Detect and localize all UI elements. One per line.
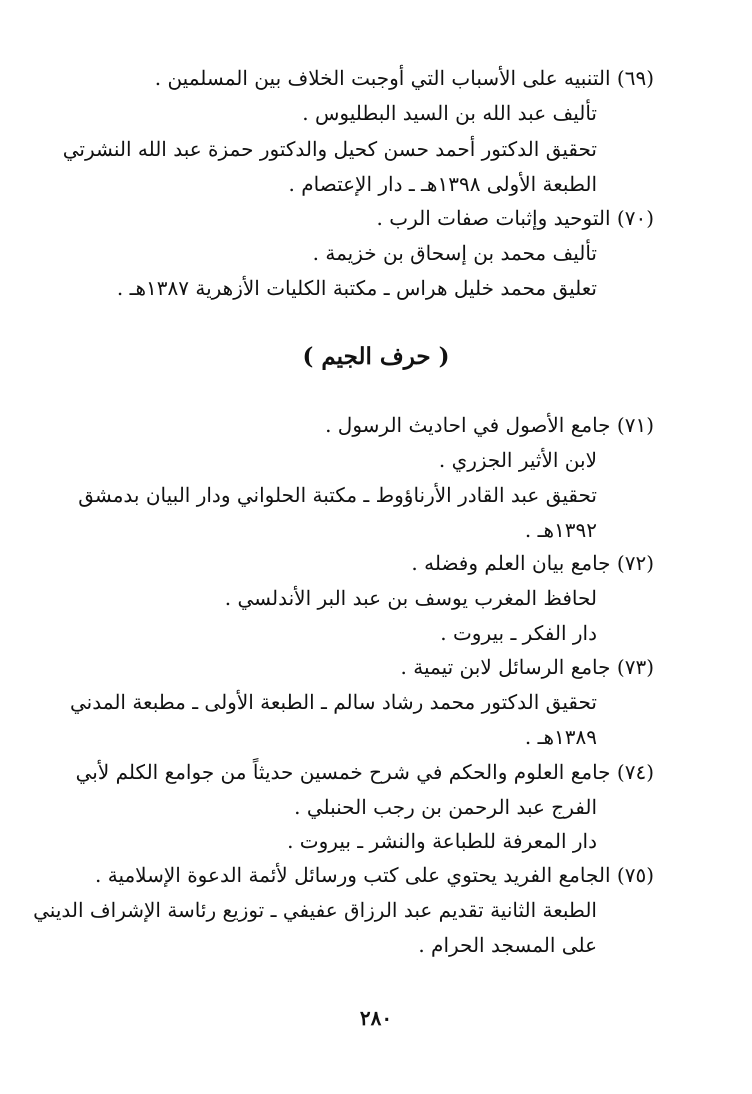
entry-69-title-line (0, 64, 752, 92)
section-heading: ( حرف الجيم ) (302, 343, 450, 370)
entry-line: الطبعة الثانية تقديم عبد الرزاق عفيفي ـ توزيع رئاسة الإشراف الديني (33, 898, 597, 922)
entry-73-title-line (0, 653, 752, 681)
entry-title: جامع الرسائل لابن تيمية . (400, 655, 611, 679)
entry-line: تحقيق الدكتور أحمد حسن كحيل والدكتور حمزة عبد الله النشرتي (62, 137, 597, 161)
entry-line: تحقيق الدكتور محمد رشاد سالم ـ الطبعة الأولى ـ مطبعة المدني (70, 690, 597, 714)
entry-line: دار المعرفة للطباعة والنشر ـ بيروت . (287, 829, 597, 853)
entry-number: (٦٩) (616, 66, 654, 90)
entry-line: تأليف محمد بن إسحاق بن خزيمة . (312, 241, 597, 265)
entry-number: (٧١) (616, 413, 654, 437)
page-number: ٢٨٠ (359, 1006, 393, 1030)
entry-74-title-line (0, 758, 752, 786)
entry-72-title-line (0, 549, 752, 577)
entry-line: لحافظ المغرب يوسف بن عبد البر الأندلسي . (224, 586, 597, 610)
entry-number: (٧٢) (616, 551, 654, 575)
entry-line: ١٣٨٩هـ . (524, 725, 597, 749)
entry-75-title-line (0, 861, 752, 889)
entry-line: تعليق محمد خليل هراس ـ مكتبة الكليات الأزهرية ١٣٨٧هـ . (116, 276, 597, 300)
entry-title: التوحيد وإثبات صفات الرب . (376, 206, 611, 230)
entry-70-title-line (0, 204, 752, 232)
entry-title: جامع الأصول في احاديث الرسول . (325, 413, 611, 437)
entry-line: دار الفكر ـ بيروت . (440, 621, 597, 645)
entry-title: جامع العلوم والحكم في شرح خمسين حديثاً من جوامع الكلم لأبي (75, 760, 611, 784)
entry-line: على المسجد الحرام . (418, 933, 597, 957)
entry-number: (٧٥) (616, 863, 654, 887)
entry-title: الجامع الفريد يحتوي على كتب ورسائل لأئمة الدعوة الإسلامية . (95, 863, 611, 887)
entry-title: جامع بيان العلم وفضله . (411, 551, 611, 575)
entry-number: (٧٣) (616, 655, 654, 679)
entry-line: لابن الأثير الجزري . (438, 448, 597, 472)
entry-71-title-line (0, 411, 752, 439)
entry-title: التنبيه على الأسباب التي أوجبت الخلاف بين المسلمين . (154, 66, 611, 90)
entry-line: تأليف عبد الله بن السيد البطليوس . (302, 101, 597, 125)
entry-line: الطبعة الأولى ١٣٩٨هـ ـ دار الإعتصام . (288, 172, 597, 196)
entry-number: (٧٠) (616, 206, 654, 230)
entry-line: تحقيق عبد القادر الأرناؤوط ـ مكتبة الحلواني ودار البيان بدمشق (78, 483, 597, 507)
entry-line: ١٣٩٢هـ . (524, 518, 597, 542)
entry-number: (٧٤) (616, 760, 654, 784)
entry-line: الفرج عبد الرحمن بن رجب الحنبلي . (294, 795, 597, 819)
